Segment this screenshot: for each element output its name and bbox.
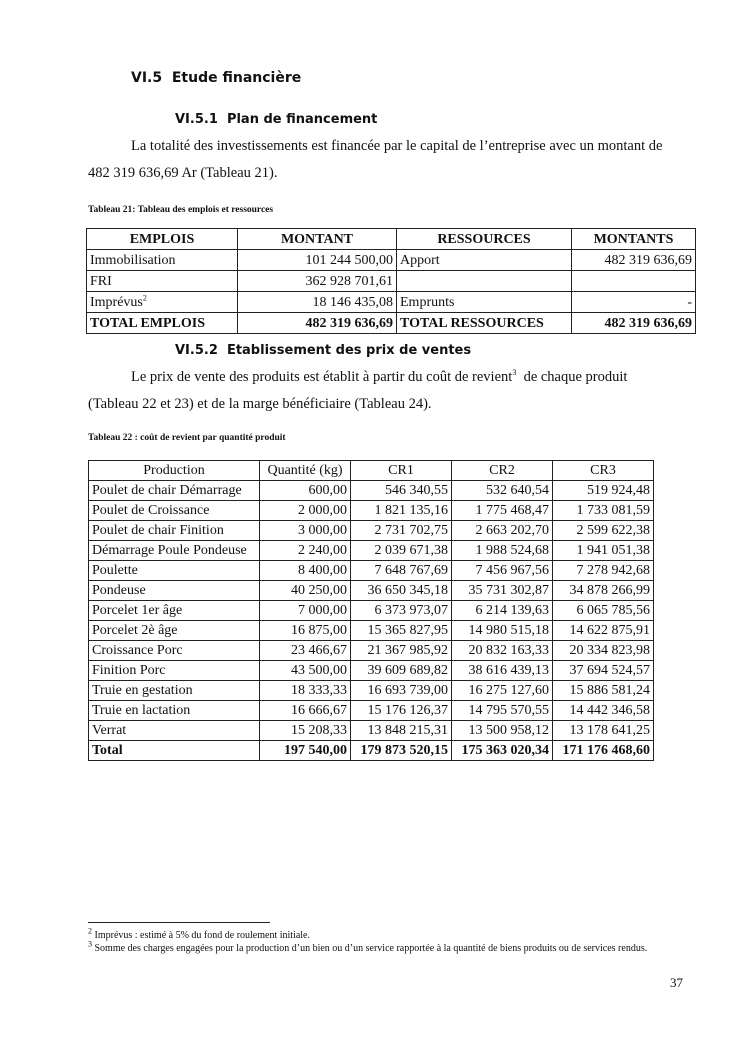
cell-total-emplois: TOTAL EMPLOIS [87, 313, 238, 334]
cell-cr3: 15 886 581,24 [553, 681, 654, 701]
cell-cr2: 35 731 302,87 [452, 581, 553, 601]
cell-cr3: 14 622 875,91 [553, 621, 654, 641]
footnote-separator [88, 922, 270, 923]
footnote-number: 2 [88, 926, 92, 936]
table-row [89, 721, 654, 741]
table-row [89, 501, 654, 521]
cell-production: Pondeuse [89, 581, 260, 601]
cell-cr1: 36 650 345,18 [351, 581, 452, 601]
cell-production: Poulet de chair Finition [89, 521, 260, 541]
cell-production: Poulet de chair Démarrage [89, 481, 260, 501]
cell-montants [572, 271, 696, 292]
subsection-number: VI.5.1 [175, 112, 218, 127]
subsection-heading-2 [175, 343, 471, 358]
cell-cr1: 2 731 702,75 [351, 521, 452, 541]
table-header-row [89, 461, 654, 481]
table-total-row [87, 313, 696, 334]
total-cell-production: Total [89, 741, 260, 761]
cell-quantite: 2 240,00 [260, 541, 351, 561]
cell-ressource: Apport [397, 250, 572, 271]
header-cr2: CR2 [452, 461, 553, 481]
cell-cr3: 7 278 942,68 [553, 561, 654, 581]
total-cell-cr1: 179 873 520,15 [351, 741, 452, 761]
cell-cr1: 16 693 739,00 [351, 681, 452, 701]
cell-cr2: 1 988 524,68 [452, 541, 553, 561]
cell-cr3: 14 442 346,58 [553, 701, 654, 721]
section-number: VI.5 [131, 70, 163, 86]
header-production: Production [89, 461, 260, 481]
cell-quantite: 7 000,00 [260, 601, 351, 621]
cell-cr3: 519 924,48 [553, 481, 654, 501]
header-cr1: CR1 [351, 461, 452, 481]
footnote-ref-3[interactable]: 3 [512, 368, 517, 378]
cell-montants: 482 319 636,69 [572, 250, 696, 271]
total-cell-cr3: 171 176 468,60 [553, 741, 654, 761]
table-row [89, 481, 654, 501]
table-header-row [87, 229, 696, 250]
cell-quantite: 600,00 [260, 481, 351, 501]
table-row [89, 561, 654, 581]
cell-total-montants: 482 319 636,69 [572, 313, 696, 334]
page-number: 37 [670, 975, 683, 990]
cell-montant: 362 928 701,61 [238, 271, 397, 292]
table-row [89, 641, 654, 661]
table-row [89, 661, 654, 681]
cell-quantite: 23 466,67 [260, 641, 351, 661]
cell-cr2: 13 500 958,12 [452, 721, 553, 741]
cell-cr1: 546 340,55 [351, 481, 452, 501]
cell-quantite: 18 333,33 [260, 681, 351, 701]
cell-production: Finition Porc [89, 661, 260, 681]
table-total-row [89, 741, 654, 761]
footnote-ref-2[interactable]: 2 [142, 292, 147, 302]
cell-cr3: 34 878 266,99 [553, 581, 654, 601]
footnote-text: Somme des charges engagées pour la production d’un bien ou d’un service rapportée à la quantité de biens produits ou de services rendus. [94, 943, 648, 954]
cell-cr1: 2 039 671,38 [351, 541, 452, 561]
footnote-2 [88, 926, 708, 942]
cell-montant: 18 146 435,08 [238, 292, 397, 313]
cell-cr1: 15 176 126,37 [351, 701, 452, 721]
table-row [87, 271, 696, 292]
cell-emploi: Immobilisation [87, 250, 238, 271]
cell-cr2: 532 640,54 [452, 481, 553, 501]
cell-production: Démarrage Poule Pondeuse [89, 541, 260, 561]
table-row [89, 621, 654, 641]
cell-cr3: 1 941 051,38 [553, 541, 654, 561]
paragraph-2-line-2: (Tableau 22 et 23) et de la marge bénéficiaire (Tableau 24). [88, 396, 432, 412]
cell-cr2: 7 456 967,56 [452, 561, 553, 581]
cell-quantite: 15 208,33 [260, 721, 351, 741]
section-title: Etude financière [171, 70, 302, 86]
cell-emploi: FRI [87, 271, 238, 292]
cell-cr3: 20 334 823,98 [553, 641, 654, 661]
table-row [87, 292, 696, 313]
subsection-heading-1 [175, 112, 377, 127]
table-22-caption: Tableau 22 : coût de revient par quantité produit [88, 433, 286, 443]
table-row [89, 521, 654, 541]
header-montants: MONTANTS [572, 229, 696, 250]
cell-cr3: 2 599 622,38 [553, 521, 654, 541]
cell-montants: - [572, 292, 696, 313]
footnote-number: 3 [88, 939, 92, 949]
header-ressources: RESSOURCES [397, 229, 572, 250]
cell-cr1: 15 365 827,95 [351, 621, 452, 641]
table-row [89, 701, 654, 721]
cell-production: Porcelet 1er âge [89, 601, 260, 621]
cell-production: Poulet de Croissance [89, 501, 260, 521]
paragraph-2-text-b: de chaque produit [523, 369, 628, 385]
cell-cr3: 1 733 081,59 [553, 501, 654, 521]
cell-quantite: 3 000,00 [260, 521, 351, 541]
cell-cr1: 7 648 767,69 [351, 561, 452, 581]
cell-cr2: 1 775 468,47 [452, 501, 553, 521]
table-row [87, 250, 696, 271]
cell-cr2: 20 832 163,33 [452, 641, 553, 661]
cell-ressource [397, 271, 572, 292]
header-cr3: CR3 [553, 461, 654, 481]
cell-cr2: 14 980 515,18 [452, 621, 553, 641]
cell-cr3: 6 065 785,56 [553, 601, 654, 621]
table-row [89, 541, 654, 561]
cell-emploi-text: Imprévus [90, 294, 143, 310]
cell-ressource: Emprunts [397, 292, 572, 313]
cell-cr2: 38 616 439,13 [452, 661, 553, 681]
cell-quantite: 43 500,00 [260, 661, 351, 681]
cell-cr2: 6 214 139,63 [452, 601, 553, 621]
cell-production: Croissance Porc [89, 641, 260, 661]
cell-cr1: 1 821 135,16 [351, 501, 452, 521]
header-emplois: EMPLOIS [87, 229, 238, 250]
cell-production: Verrat [89, 721, 260, 741]
subsection-number: VI.5.2 [175, 343, 218, 358]
cell-quantite: 16 875,00 [260, 621, 351, 641]
table-row [89, 601, 654, 621]
cell-total-ressources: TOTAL RESSOURCES [397, 313, 572, 334]
subsection-title: Etablissement des prix de ventes [226, 343, 472, 358]
table-row [89, 581, 654, 601]
header-quantite: Quantité (kg) [260, 461, 351, 481]
cell-cr1: 13 848 215,31 [351, 721, 452, 741]
cell-total-montant: 482 319 636,69 [238, 313, 397, 334]
cell-cr2: 2 663 202,70 [452, 521, 553, 541]
cell-cr3: 13 178 641,25 [553, 721, 654, 741]
paragraph-1-line-2: 482 319 636,69 Ar (Tableau 21). [88, 165, 278, 181]
paragraph-2-text-a: Le prix de vente des produits est établit à partir du coût de revient [131, 369, 513, 385]
subsection-title: Plan de financement [226, 112, 378, 127]
total-cell-quantite: 197 540,00 [260, 741, 351, 761]
paragraph-2-line-1 [131, 364, 691, 391]
cell-production: Porcelet 2è âge [89, 621, 260, 641]
paragraph-1-line-1: La totalité des investissements est financée par le capital de l’entreprise avec un montant de [131, 138, 663, 154]
cell-quantite: 8 400,00 [260, 561, 351, 581]
cell-cr1: 39 609 689,82 [351, 661, 452, 681]
cell-montant: 101 244 500,00 [238, 250, 397, 271]
cell-cr1: 21 367 985,92 [351, 641, 452, 661]
cell-quantite: 2 000,00 [260, 501, 351, 521]
cell-production: Truie en lactation [89, 701, 260, 721]
cell-production: Poulette [89, 561, 260, 581]
footnote-3 [88, 939, 708, 955]
section-heading [131, 70, 301, 86]
cell-emploi [87, 292, 238, 313]
table-21-caption: Tableau 21: Tableau des emplois et ressources [88, 205, 274, 215]
cell-quantite: 16 666,67 [260, 701, 351, 721]
footnote-text: Imprévus : estimé à 5% du fond de roulement initiale. [94, 930, 310, 941]
cell-cr1: 6 373 973,07 [351, 601, 452, 621]
cell-production: Truie en gestation [89, 681, 260, 701]
cell-quantite: 40 250,00 [260, 581, 351, 601]
table-row [89, 681, 654, 701]
total-cell-cr2: 175 363 020,34 [452, 741, 553, 761]
table-cout-revient [88, 460, 654, 761]
table-emplois-ressources [86, 228, 696, 334]
cell-cr2: 14 795 570,55 [452, 701, 553, 721]
header-montant: MONTANT [238, 229, 397, 250]
cell-cr3: 37 694 524,57 [553, 661, 654, 681]
cell-cr2: 16 275 127,60 [452, 681, 553, 701]
